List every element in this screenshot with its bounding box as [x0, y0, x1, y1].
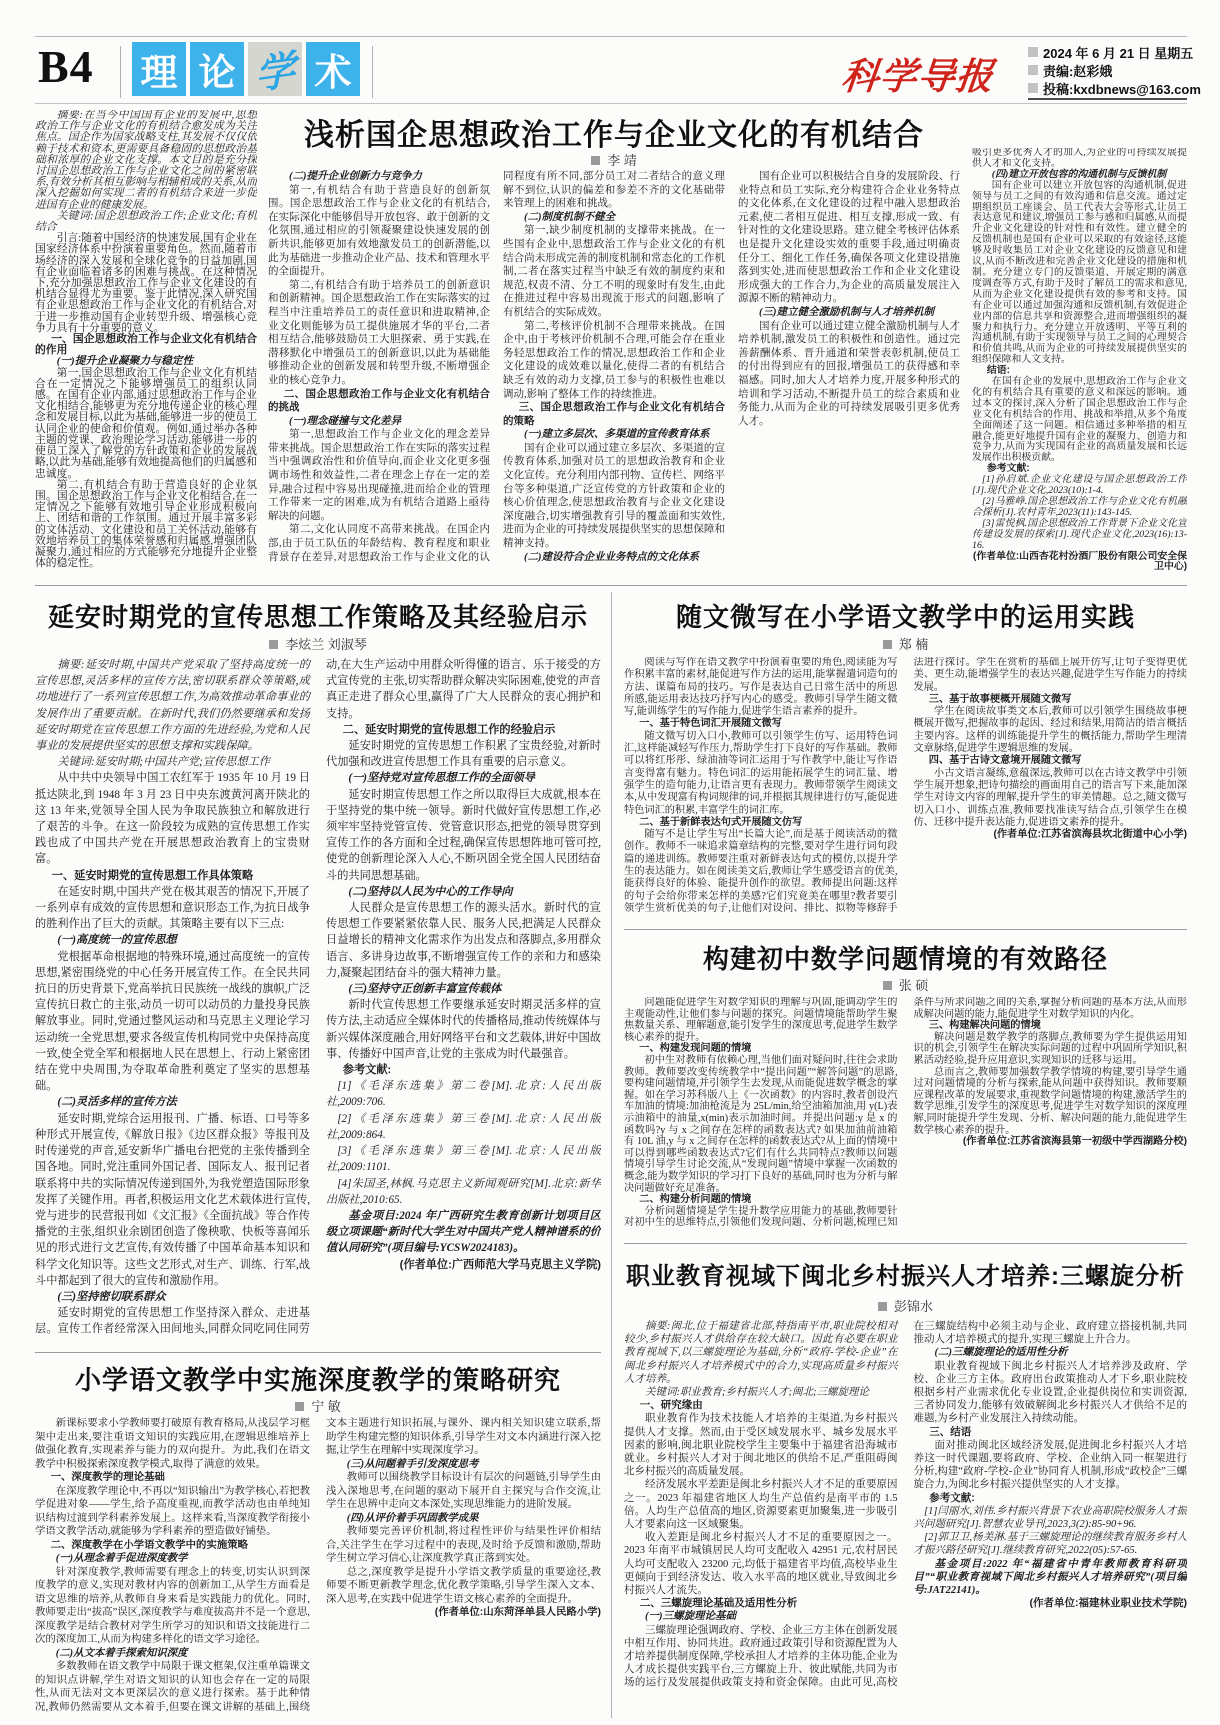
paragraph: 三螺旋理论强调政府、学校、企业三方主体在创新发展中相互作用、协同共进。政府通过政策引导和资源配置为人才培养提供制度保障,学校承担人才培养的主体功能,企业为人才成长提供实践平台,三方螺旋上升、彼此赋能,共同为市场的运行及发展提供政策支持和资金保障。由此可见,高校在三螺旋结构中必须主动与企业、政府建立搭接机制,共同推动人才培养模式的提升,实现三螺旋上升合力。 [624, 1321, 1187, 1689]
section-heading: 一、延安时期党的宣传思想工作具体策略 [51, 869, 254, 882]
paragraph: 在延安时期,中国共产党在极其艰苦的情况下,开展了一系列卓有成效的宣传思想和意识形态工作,为抗日战争的胜利作出了巨大的贡献。其策略主要有以下三点: [35, 885, 310, 931]
reference-item: [2]郭卫卫,杨美淋.基于三螺旋理论的继续教育服务乡村人才振兴路径研究[J].继续教育研究,2022(05):57-65. [913, 1532, 1187, 1557]
header-divider [120, 46, 121, 98]
article-guoqi-columns [268, 170, 960, 577]
author-affiliation: (作者单位:福建林业职业技术学院) [1029, 1597, 1187, 1610]
sub-heading: (二)灵活多样的宣传方法 [57, 1096, 177, 1109]
paragraph: 经济发展水平差距是闽北乡村振兴人才不足的重要原因之一。2023 年福建省地区人均生产总值约是南平市的 1.5 倍。人均生产总值高的地区,资源要素更加聚集,进一步吸引人才要素向这一区域聚集。 [624, 1479, 898, 1531]
header-bottom-rule [35, 103, 1187, 104]
section-heading: 四、基于古诗文意境开展随文微写 [928, 755, 1082, 767]
author-marker-icon [591, 156, 600, 165]
paragraph: 初中生对教师有依赖心理,当他们面对疑问时,往往会求助教师。教师要改变传统教学中“提出问题”“解答问题”的思路,要构建问题情境,并引领学生去发现,从而能促进数学概念的掌握。如在学习苏科版八上《一次函数》的内容时,教者创设汽车加油的情境:加油枪流是为 25L/min,给空油箱加油,用 y(L)表示油箱中的油量,x(min)表示加油时间。并提出问题:y 是 x 的函数吗?y 与 x 之间存在怎样的函数表达式? 如果加油前油箱有 10L 油,y 与 x 之间存在怎样的函数表达式?从上面的情境中可以得到哪些函数表达式?它们有什么共同特点?教师以问题情境引导学生讨论交流,从“发现问题”情境中掌握一次函数的概念,能为数学知识的学习打下良好的基础,同时也为分析与解决问题做好充足准备。 [624, 1054, 898, 1194]
sub-heading: (三)坚持密切联系群众 [57, 1290, 166, 1303]
square-bullet-icon [1028, 65, 1038, 75]
author-affiliation: (作者单位:江苏省滨海县坎北街道中心小学) [993, 829, 1187, 841]
article-suiwen-byline: 郑 楠 [624, 634, 1187, 653]
section-heading: 三、国企思想政治工作与企业文化有机结合的策略 [503, 401, 725, 427]
section-divider [624, 929, 1187, 930]
paragraph: 教师要完善评价机制,将过程性评价与结果性评价相结合,关注学生在学习过程中的表现,及时给予反馈和激励,帮助学生树立学习信心,让深度教学真正落到实处。 [326, 1526, 601, 1564]
author-affiliation: (作者单位:山东菏泽单县人民路小学) [434, 1607, 601, 1618]
paragraph: 在国有企业的发展中,思想政治工作与企业文化的有机结合具有重要的意义和深远的影响。通过本文的探讨,深入分析了国企思想政治工作与企业文化有机结合的作用、挑战和举措,从多个角度全面阐述了这一问题。相信通过多种举措的相互融合,能更好地提升国有企业的凝聚力、创造力和竞争力,从而为实现国有企业的高质量发展和长远发展作出积极贡献。 [972, 376, 1187, 464]
article-qingjing-byline: 张 硕 [624, 975, 1187, 994]
paragraph: 从中共中央领导中国工农红军于 1935 年 10 月 19 日抵达陕北,到 1948 年 3 月 23 日中央东渡黄河离开陕北的这 13 年来,党领导全国人民为争取民族独立和解放进行了艰苦的斗争。在这一阶段较为成熟的宣传思想工作实践也成了中国共产党在开展思想政治教育上的宝贵财富。 [35, 772, 310, 866]
paragraph: 问题能促进学生对数学知识的理解与巩固,能调动学生的主观能动性,让他们参与问题的探究。问题情境能帮助学生聚焦数量关系、理解题意,能引发学生的深度思考,促进学生数学核心素养的提升。 [624, 997, 898, 1043]
section-logo [132, 42, 360, 96]
section-heading: 结语: [986, 365, 1010, 377]
sub-heading: (一)坚持党对宣传思想工作的全面领导 [348, 772, 535, 785]
abstract: 摘要:闽北,位于福建省北部,特指南平市,职业院校相对较少,乡村振兴人才供给存在较大缺口。因此有必要在职业教育视域下,以三螺旋理论为基础,分析“政府-学校-企业”在闽北乡村振兴人才培养模式中的合力,实现高质量乡村振兴人才培养。 [624, 1321, 898, 1385]
paragraph: 延安时期党的宣传思想工作积累了宝贵经验,对新时代加强和改进宣传思想工作具有重要的启示意义。 [326, 740, 601, 769]
paragraph: 解决问题是数学教学的落脚点,教师要为学生提供运用知识的机会,引领学生在解决实际问题的过程中巩固所学知识,积累活动经验,提升应用意识,实现知识的迁移与运用。 [913, 1031, 1187, 1066]
keywords: 关键词:职业教育;乡村振兴人才;闽北;三螺旋理论 [645, 1387, 869, 1399]
sub-heading: (三)建立健全激励机制与人才培养机制 [759, 306, 934, 318]
keywords: 关键词:延安时期;中国共产党;宣传思想工作 [57, 756, 270, 769]
section-heading: 三、构建解决问题的情境 [928, 1020, 1041, 1032]
article-qingjing-title: 构建初中数学问题情境的有效路径 [702, 944, 1108, 974]
masthead: 科学导报 [839, 57, 996, 98]
paragraph: 第一,思想政治工作与企业文化的理念差异带来挑战。国企思想政治工作在实际的落实过程当中强调政治性和价值导向,而企业文化更多强调市场性和效益性,二者在理念上存在一定的差异,融合过程中容易出现碰撞,进而给企业的管理工作带来一定的困难,成为有机结合道路上亟待解决的问题。 [268, 429, 490, 522]
article-yanan-title: 延安时期党的宣传思想工作策略及其经验启示 [47, 602, 588, 632]
abstract: 摘要:延安时期,中国共产党采取了坚持高度统一的宣传思想,灵活多样的宣传方法,密切联系群众等策略,成功地进行了一系列宣传思想工作,为高效推动革命事业的发展作出了重要贡献。在新时代,我们仍然要继承和发扬延安时期党在宣传思想工作方面的先进经验,为党和人民事业的发展提供坚实的思想支撑和实践保障。 [35, 659, 310, 753]
paragraph: 延安时期党的宣传思想工作坚持深入群众、走进基层。宣传工作者经常深入田间地头,同群众同吃同住同劳动,在大生产运动中用群众听得懂的语言、乐于接受的方式宣传党的主张,切实帮助群众解决实际困难,使党的声音真正走进了群众心里,赢得了广大人民群众的衷心拥护和支持。 [35, 659, 601, 1336]
author-marker-icon [878, 1302, 887, 1311]
section-heading: 二、三螺旋理论基础及适用性分析 [639, 1597, 798, 1610]
paragraph: 第二,文化认同度不高带来挑战。在国企内部,由于员工队伍的年龄结构、教育程度和职业背景存在差异,对思想政治工作与企业文化的认同程度有所不同,部分员工对二者结合的意义理解不到位,认识的偏差和参差不齐的文化基础带来管理上的困难和挑战。 [268, 171, 725, 563]
paragraph: 国有企业可以通过建立健全激励机制与人才培养机制,激发员工的积极性和创造性。通过完善薪酬体系、晋升通道和荣誉表彰机制,使员工的付出得到应有的回报,增强员工的获得感和幸福感。同时,加大人才培养力度,开展多种形式的培训和学习活动,不断提升员工的综合素质和业务能力,从而为企业的可持续发展吸引更多优秀人才。 [738, 320, 960, 427]
section-heading: 二、基于新鲜表达句式开展随文仿写 [639, 816, 803, 828]
article-shendu-byline: 宁 敏 [35, 1396, 601, 1415]
section-heading: 一、国企思想政治工作与企业文化有机结合的作用 [35, 333, 257, 357]
paragraph: 第一,有机结合有助于营造良好的创新氛围。国企思想政治工作与企业文化的有机结合,在实际深化中能够倡导开放包容、敢于创新的文化氛围,通过相应的引领凝聚建设快速发展的创新共识,能够更加有效地激发员工的创新潜能,以此为基础进一步推动企业产品、技术和管理水平的全面提升。 [268, 184, 490, 278]
reference-item: [2]马雅峥.国企思想政治工作与企业文化有机融合探析[J].农村青年,2023(11):143-145. [972, 496, 1187, 518]
article-minbei-byline: 彭锦水 [624, 1296, 1187, 1315]
sub-heading: (三)坚持守正创新丰富宣传载体 [348, 983, 502, 996]
paragraph: 职业教育视域下闽北乡村振兴人才培养涉及政府、学校、企业三方主体。政府出台政策推动人才下乡,职业院校根据乡村产业需求优化专业设置,企业提供岗位和实训资源,三者协同发力,能够有效破解闽北乡村振兴人才供给不足的难题,为乡村产业发展注入持续动能。 [913, 1360, 1187, 1425]
article-minbei-columns [624, 1320, 1187, 1706]
paragraph: 党根据革命根据地的特殊环境,通过高度统一的宣传思想,紧密围绕党的中心任务开展宣传工作。在全民共同抗日的历史背景下,党高举抗日民族统一战线的旗帜,广泛宣传抗日救亡的主张,动员一切可以动员的力量投身民族解放事业。同时,党通过整风运动和马克思主义理论学习运动统一全党思想,要求各级宣传机构同党中央保持高度一致,使全党全军和根据地人民在思想上、行动上紧密团结在党中央周围,为夺取革命胜利奠定了坚实的思想基础。 [35, 950, 310, 1093]
paragraph: 新时代宣传思想工作要继承延安时期灵活多样的宣传方法,主动适应全媒体时代的传播格局,推动传统媒体与新兴媒体深度融合,用好网络平台和文艺载体,讲好中国故事、传播好中国声音,让党的主张成为时代最强音。 [326, 999, 601, 1060]
sub-heading: (一)从理念着手促进深度教学 [55, 1553, 188, 1564]
article-guoqi-right-column [972, 148, 1187, 578]
paragraph: 延安时期宣传思想工作之所以取得巨大成就,根本在于坚持党的集中统一领导。新时代做好宣传思想工作,必须牢牢坚持党管宣传、党管意识形态,把党的领导贯穿到宣传工作的各方面和全过程,确保宣传思想阵地可管可控,使党的创新理论深入人心,不断巩固全党全国人民团结奋斗的共同思想基础。 [326, 788, 601, 882]
section-divider [35, 585, 1187, 586]
reference-item: [3]《毛泽东选集》第三卷[M].北京:人民出版社,2009:1101. [326, 1145, 601, 1174]
paragraph: 分析问题情境是学生提升数学应用能力的基础,教师要针对初中生的思维特点,引领他们发现问题、分析问题,梳理已知条件与所求问题之间的关系,掌握分析问题的基本方法,从而形成解决问题的能力,能促进学生对数学知识的内化。 [624, 997, 1187, 1229]
section-heading: 二、构建分析问题的情境 [639, 1194, 752, 1206]
paragraph: 随文微写切入口小,教师可以引领学生仿写、运用特色词汇,这样能减轻写作压力,帮助学生打下良好的写作基础。教师可以将红彤彤、绿油油等词汇运用于写作教学中,能让写作语言变得富有魅力。特色词汇的运用能拓展学生的词汇量、增强学生的造句能力,让语言更有表现力。教师带领学生阅读文本,从中发现富有构词规律的词,并根据其规律进行仿写,能促进特色词汇的积累,丰富学生的词汇库。 [624, 730, 898, 816]
square-bullet-icon [1028, 47, 1038, 57]
section-heading: 三、基于故事梗概开展随文微写 [928, 693, 1072, 705]
article-yanan-byline: 李炫兰 刘淑琴 [35, 634, 601, 653]
author-marker-icon [883, 640, 892, 649]
article-minbei-title: 职业教育视域下闽北乡村振兴人才培养:三螺旋分析 [626, 1263, 1185, 1290]
sub-heading: (一)提升企业凝聚力与稳定性 [56, 355, 194, 368]
paragraph: 国有企业可以积极结合自身的发展阶段、行业特点和员工实际,充分构建符合企业业务特点的文化体系,在文化建设的过程中融入思想政治元素,使二者相互促进、相互支撑,形成一致、有针对性的文化建设思路。建立健全考核评估体系也是提升文化建设实效的重要手段,通过明确责任分工、细化工作任务,确保各项文化建设措施落到实处,进而使思想政治工作和企业文化建设形成强大的工作合力,为企业的高质量发展注入源源不断的精神动力。 [738, 171, 960, 305]
logo-right-divider [372, 46, 373, 98]
paragraph: 学生在阅读故事类文本后,教师可以引领学生围绕故事梗概展开微写,把握故事的起因、经过和结果,用简洁的语言概括主要内容。这样的训练能提升学生的概括能力,帮助学生理清文章脉络,促进学生逻辑思维的发展。 [913, 706, 1187, 755]
sub-heading: (四)从评价着手巩固教学成果 [346, 1512, 479, 1524]
paragraph: 吸引更多优秀人才的加入,为企业的可持续发展提供人才和文化支持。 [972, 148, 1187, 169]
paragraph: 第二,考核评价机制不合理带来挑战。在国企中,由于考核评价机制不合理,可能会存在重业务轻思想政治工作的情况,思想政治工作和企业文化建设的成效难以量化,使得二者的有机结合缺乏有效的动力支撑,员工参与的积极性也难以调动,影响了整体工作的持续推进。 [503, 320, 725, 400]
article-shendu-columns [35, 1417, 601, 1715]
paragraph: 第一,国企思想政治工作与企业文化有机结合在一定情况之下能够增强员工的组织认同感。在国有企业内部,通过思想政治工作与企业文化相结合,能够更为充分地传递企业的核心理念和发展目标,以此为基础,能够进一步的使员工认同企业的使命和价值观。例如,通过举办各种主题的党课、政治理论学习活动,能够进一步的使员工深入了解党的方针政策和企业的发展战略,以此为基础,能够有效地提高他们的归属感和忠诚度。 [35, 366, 257, 480]
sub-heading: (二)制度机制不健全 [524, 211, 615, 223]
sub-heading: (一)建立多层次、多渠道的宣传教育体系 [524, 429, 710, 441]
sub-heading: (二)三螺旋理论的适用性分析 [934, 1347, 1068, 1359]
reference-item: [3]雷悦枫.国企思想政治工作背景下企业文化宣传建设发展的探索[J].现代企业文化,2023(16):13-16. [972, 517, 1187, 551]
paragraph: 第一,缺少制度机制的支撑带来挑战。在一些国有企业中,思想政治工作与企业文化的有机结合尚未形成完善的制度机制和常态化的工作机制,二者在落实过程当中缺乏有效的制度约束和规范,权责不清、分工不明的现象时有发生,由此在推进过程中容易出现流于形式的问题,影响了有机结合的实际成效。 [503, 225, 725, 318]
section-divider [35, 1352, 601, 1353]
paragraph: 职业教育作为技术技能人才培养的主渠道,为乡村振兴提供人才支撑。然而,由于受区域发展水平、城乡发展水平因素的影响,闽北职业院校学生主要集中于福建省沿海城市就业。乡村振兴人才对于闽北地区的供给不足,严重阻碍闽北乡村振兴的高质量发展。 [624, 1413, 898, 1478]
section-heading: 参考文献: [929, 1491, 975, 1504]
section-heading: 二、延安时期党的宣传思想工作的经验启示 [342, 723, 556, 736]
section-heading: 一、基于特色词汇开展随文微写 [639, 718, 782, 730]
paragraph: 延安时期,党综合运用报刊、广播、标语、口号等多种形式开展宣传,《解放日报》《边区群众报》等报刊及时传递党的声音,延安新华广播电台把党的主张传播到全国各地。同时,党注重同外国记者、国际友人、报刊记者联系将中共的实际情况传递到国外,为我党塑造国际形象发挥了关键作用。再者,积极运用文化艺术载体进行宣传,党与进步的民营报刊如《文汇报》《全面抗战》等合作传播党的主张,组织业余剧团创造了像秧歌、快板等喜闻乐见的形式进行文艺宣传,有效传播了中国革命基本知识和科学文化知识等。这些文艺形式,对生产、训练、行军,战斗中都起到了很大的宣传和激励作用。 [35, 1112, 310, 1287]
paragraph: 第二,有机结合有助于培养员工的创新意识和创新精神。国企思想政治工作在实际落实的过程当中注重培养员工的责任意识和进取精神,企业文化则能够为员工提供施展才华的平台,二者相互结合,能够鼓励员工大胆探索、勇于实践,在潜移默化中增强员工的创新意识,以此为基础能够推动企业的创新发展和转型升级,不断增强企业的核心竞争力。 [268, 279, 490, 386]
fund-note: 基金项目:2022 年“福建省中青年教师教育科研项目”“职业教育视域下闽北乡村振兴人才培养研究”(项目编号:JAT22141)。 [913, 1558, 1187, 1597]
keywords: 关键词:国企思想政治工作;企业文化;有机结合 [35, 209, 257, 234]
article-suiwen-columns [624, 657, 1187, 923]
reference-item: [2]《毛泽东选集》第三卷[M].北京:人民出版社,2009:864. [326, 1112, 601, 1141]
paragraph: 人民群众是宣传思想工作的源头活水。新时代的宣传思想工作要紧紧依靠人民、服务人民,把满足人民群众日益增长的精神文化需求作为出发点和落脚点,多用群众语言、多讲身边故事,不断增强宣传工作的亲和力和感染力,凝聚起团结奋斗的强大精神力量。 [326, 902, 601, 979]
paragraph: 面对推动闽北区域经济发展,促进闽北乡村振兴人才培养这一时代课题,要将政府、学校、企业纳入同一框架进行分析,构建“政府-学校-企业”协同育人机制,形成“政校企”三螺旋合力,为闽北乡村振兴提供坚实的人才支撑。 [913, 1439, 1187, 1491]
author-marker-icon [269, 640, 278, 649]
paragraph: 国有企业可以通过建立多层次、多渠道的宣传教育体系,加强对员工的思想政治教育和企业文化宣传。充分利用内部刊物、宣传栏、网络平台等多种渠道,广泛宣传党的方针政策和企业的核心价值理念,使思想政治教育与企业文化建设深度融合,切实增强教育引导的覆盖面和实效性,进而为企业的可持续发展提供坚实的思想保障和精神支持。 [503, 442, 725, 550]
date-line: 2024 年 6 月 21 日 星期五 [1028, 43, 1201, 61]
paragraph: 针对深度教学,教师需要有理念上的转变,切实认识到深度教学的意义,实现对教材内容的创新加工,从学生方面看是语文思维的培养,从教师自身来看是实践能力的优化。同时,教师要走出“拔高”误区,深度教学与难度拔高并不是一个意思,深度教学是结合教材对学生所学习的知识和语文技能进行二次的深度加工,从而为构建多样化的语文学习途径。 [35, 1566, 310, 1645]
reference-item: [1]闫丽水,刘伟.乡村振兴背景下农业高职院校服务人才振兴问题研究[J].智慧农业导刊,2023,3(2):85-90+96. [913, 1505, 1187, 1531]
paragraph: 总之,深度教学是提升小学语文教学质量的重要途径,教师要不断更新教学理念,优化教学策略,引导学生深入文本、深入思考,在实践中促进学生语文核心素养的全面提升。 [326, 1566, 601, 1605]
section-heading: 一、构建发现问题的情境 [639, 1043, 752, 1055]
sub-heading: (一)高度统一的宣传思想 [57, 934, 177, 947]
sub-heading: (三)从问题着手引发深度思考 [346, 1458, 479, 1470]
paragraph: 国有企业可以建立开放包容的沟通机制,促进领导与员工之间的有效沟通和信息交流。通过定期组织员工座谈会、员工代表大会等形式,让员工表达意见和建议,增强员工参与感和归属感,从而提升企业文化建设的针对性和有效性。建立健全的反馈机制也是国有企业可以采取的有效途径,这能够及时收集员工对企业文化建设的反馈意见和建议,从而不断改进和完善企业文化建设的措施和机制。充分建立专门的反馈渠道、开展定期的满意度调查等方式,有助于及时了解员工的需求和意见,从而为企业文化建设提供有效的参考和支持。国有企业可以通过加强沟通和反馈机制,有效促进企业内部的信息共享和资源整合,进而增强组织的凝聚力和执行力。充分建立开放透明、平等互利的沟通机制,有助于实现领导与员工之间的心理契合和价值共鸣,从而为企业的可持续发展提供坚实的组织保障和人文支持。 [972, 179, 1187, 366]
paragraph: 第二,有机结合有助于营造良好的企业氛围。国企思想政治工作与企业文化相结合,在一定情况之下能够有效地引导企业形成积极向上、团结和谐的工作氛围。通过开展丰富多彩的文体活动、文化建设和员工关怀活动,能够有效地培养员工的集体荣誉感和归属感,增强团队凝聚力,通过相应的方式能够充分地提升企业整体的稳定性。 [35, 478, 257, 570]
section-heading: 参考文献: [342, 1064, 392, 1077]
editor-line: 责编:赵彩娥 [1028, 61, 1201, 79]
article-qingjing-columns [624, 997, 1187, 1237]
sub-heading: (二)提升企业创新力与竞争力 [289, 171, 422, 182]
paragraph: 收入差距是闽北乡村振兴人才不足的重要原因之一。2023 年南平市城镇居民人均可支配收入 42951 元,农村居民人均可支配收入 23200 元,均低于福建省平均值,高校毕业生更倾向于到经济发达、收入水平高的地区就业,导致闽北乡村振兴人才流失。 [624, 1532, 898, 1597]
author-marker-icon [295, 1402, 304, 1411]
paragraph: 总而言之,教师要加强数学教学情境的构建,要引导学生通过对问题情境的分析与探索,能从问题中获得知识。教师要顺应课程改革的发展要求,重视数学问题情境的构建,激活学生的数学思维,引发学生的深度思考,促进学生对数学知识的深度理解,同时能提升学生发现、分析、解决问题的能力,能促进学生数学核心素养的提升。 [913, 1066, 1187, 1136]
article-suiwen-title: 随文微写在小学语文教学中的运用实践 [675, 602, 1135, 632]
article-guoqi-byline: 李 靖 [268, 150, 960, 169]
publication-info [1028, 43, 1201, 97]
article-shendu-title: 小学语文教学中实施深度教学的策略研究 [74, 1365, 561, 1395]
author-affiliation: (作者单位:江苏省滨海县第一初级中学西湖路分校) [962, 1136, 1187, 1148]
author-affiliation: (作者单位:山西杏花村汾酒厂股份有限公司安全保卫中心) [973, 550, 1187, 573]
logo-box-shu: 术 [306, 42, 360, 96]
article-guoqi-left-column [35, 110, 257, 580]
sub-heading: (二)坚持以人民为中心的工作导向 [348, 885, 513, 898]
paragraph: 阅读与写作在语文教学中扮演着重要的角色,阅读能为写作积累丰富的素材,能促进写作方法的运用,能掌握遣词造句的方法、谋篇布局的技巧。写作是表达自己日常生活中的所思所感,能运用表达技巧抒写内心的感受。教师引导学生随文微写,能训练学生的写作能力,促进学生语言素养的提升。 [624, 657, 898, 718]
logo-box-xue: 学 [248, 42, 302, 96]
sub-heading: (四)建立开放包容的沟通机制与反馈机制 [991, 168, 1167, 180]
author-marker-icon [883, 981, 892, 990]
page-number: B4 [38, 41, 94, 92]
paragraph: 多数教师在语文教学中局限于课文框架,仅注重单篇课文的知识点讲解,学生对语文知识的认知也会存在一定的局限性,从而无法对文本更深层次的意义进行探索。基于此种情况,教师仍然需要从文本着手,但要在课文讲解的基础上,围绕文本主题进行知识拓展,与课外、课内相关知识建立联系,帮助学生构建完整的知识体系,引导学生对文本内涵进行深入挖掘,让学生在理解中实现深度学习。 [35, 1418, 601, 1713]
section-heading: 一、深度教学的理论基础 [50, 1472, 165, 1483]
sub-heading: (二)建设符合企业业务特点的文化体系 [524, 551, 699, 563]
section-divider [624, 1243, 1187, 1244]
article-guoqi-title: 浅析国企思想政治工作与企业文化的有机结合 [304, 119, 924, 152]
article-yanan-columns [35, 657, 601, 1347]
logo-box-li: 理 [132, 42, 186, 96]
sub-heading: (二)从文本着手探索知识深度 [55, 1647, 188, 1659]
center-column-divider [611, 592, 612, 1718]
section-heading: 三、结语 [929, 1425, 972, 1438]
reference-item: [1]孙启斌.企业文化建设与国企思想政治工作[J].现代企业文化,2023(10):1-4. [972, 474, 1187, 497]
author-affiliation: (作者单位:广西师范大学马克思主义学院) [399, 1258, 601, 1271]
header-top-rule [35, 36, 1187, 37]
submission-line: 投稿:kxdbnews@163.com [1028, 79, 1201, 97]
paragraph: 教师可以围绕教学目标设计有层次的问题链,引导学生由浅入深地思考,在问题的驱动下展开自主探究与合作交流,让学生在思辨中走向文本深处,实现思维能力的进阶发展。 [326, 1472, 601, 1510]
logo-box-lun: 论 [190, 42, 244, 96]
square-bullet-icon [1028, 83, 1038, 93]
paragraph: 在深度教学理论中,不再以“知识输出”为教学核心,若把教学促进对象——学生,给予高度重视,而教学活动也由单纯知识结构过渡到学科素养发展上。这样来看,当深度教学衔接小学语文教学活动,就能够为学科素养的塑造做好铺垫。 [35, 1485, 310, 1537]
publication-info-underline [1028, 98, 1187, 100]
section-heading: 二、深度教学在小学语文教学中的实施策略 [50, 1539, 249, 1551]
abstract: 摘要:在当今中国国有企业的发展中,思想政治工作与企业文化的有机结合愈发成为关注焦点。国企作为国家战略支柱,其发展不仅仅依赖于技术和资本,更需要具备稳固的思想政治基础和浓厚的企业文化支撑。本文目的是充分探讨国企思想政治工作与企业文化之间的紧密联系,有效分析其相互影响与相辅相成的关系,从而深入挖掘如何实现二者的有机结合来进一步促进国有企业的健康发展。 [35, 110, 257, 211]
paragraph: 引言:随着中国经济的快速发展,国有企业在国家经济体系中扮演着重要角色。然而,随着市场经济的深入发展和全球化竞争的日益加剧,国有企业面临着诸多的困难与挑战。在这种情况下,充分加强思想政治工作与企业文化建设的有机结合显得尤为重要。鉴于此情况,深入研究国有企业思想政治工作与企业文化的有机结合,对于进一步推动国有企业转型升级、增强核心竞争力具有十分重要的意义。 [35, 232, 257, 334]
fund-note: 基金项目:2024 年广西研究生教育创新计划项目区级立项课题“新时代大学生对中国共产党人精神谱系的价值认同研究”(项目编号:YCSW2024183)。 [326, 1209, 601, 1255]
paragraph: 小古文语言凝练,意蕴深远,教师可以在古诗文教学中引领学生展开想象,把诗句描绘的画面用自己的语言写下来,能加深学生对诗文内容的理解,提升学生的审美情趣。总之,随文微写切入口小、训练点准,教师要找准读写结合点,引领学生在模仿、迁移中提升表达能力,促进语文素养的提升。 [913, 767, 1187, 828]
section-heading: 参考文献: [986, 463, 1030, 475]
paragraph: 随写不是让学生写出“长篇大论”,而是基于阅读活动的微创作。教师不一味追求篇章结构的完整,要对学生进行词句段篇的递进训练。教师要注重对新鲜表达句式的模仿,以提升学生的表达能力。如在阅读美文后,教师让学生感受语言的优美,能获得良好的体验、能提升创作的欲望。教师提出问题:这样的句子会给你带来怎样的美感?它们究竟美在哪里?教者要引领学生赏析优美的句子,让他们对设问、排比、拟物等修辞手法进行探讨。学生在赏析的基础上展开仿写,让句子变得更优美、更生动,能增强学生的表达兴趣,促进学生写作能力的持续发展。 [624, 657, 1187, 914]
sub-heading: (一)理念碰撞与文化差异 [289, 415, 401, 427]
paragraph: 新课标要求小学教师要打破原有教育格局,从浅层学习框架中走出来,要注重语文知识的实践应用,在逻辑思维培养上做强化教育,实现素养与能力的双向提升。为此,我们在语文教学中积极探索深度教学模式,取得了满意的效果。 [35, 1418, 310, 1470]
section-heading: 二、国企思想政治工作与企业文化有机结合的挑战 [268, 387, 490, 414]
section-heading: 一、研究缘由 [639, 1399, 703, 1412]
reference-item: [4]朱国圣,林枫.马克思主义新闻观研究[M].北京:新华出版社,2010:65. [326, 1177, 601, 1206]
reference-item: [1]《毛泽东选集》第二卷[M].北京:人民出版社,2009:706. [326, 1080, 601, 1109]
sub-heading: (一)三螺旋理论基础 [645, 1611, 736, 1623]
